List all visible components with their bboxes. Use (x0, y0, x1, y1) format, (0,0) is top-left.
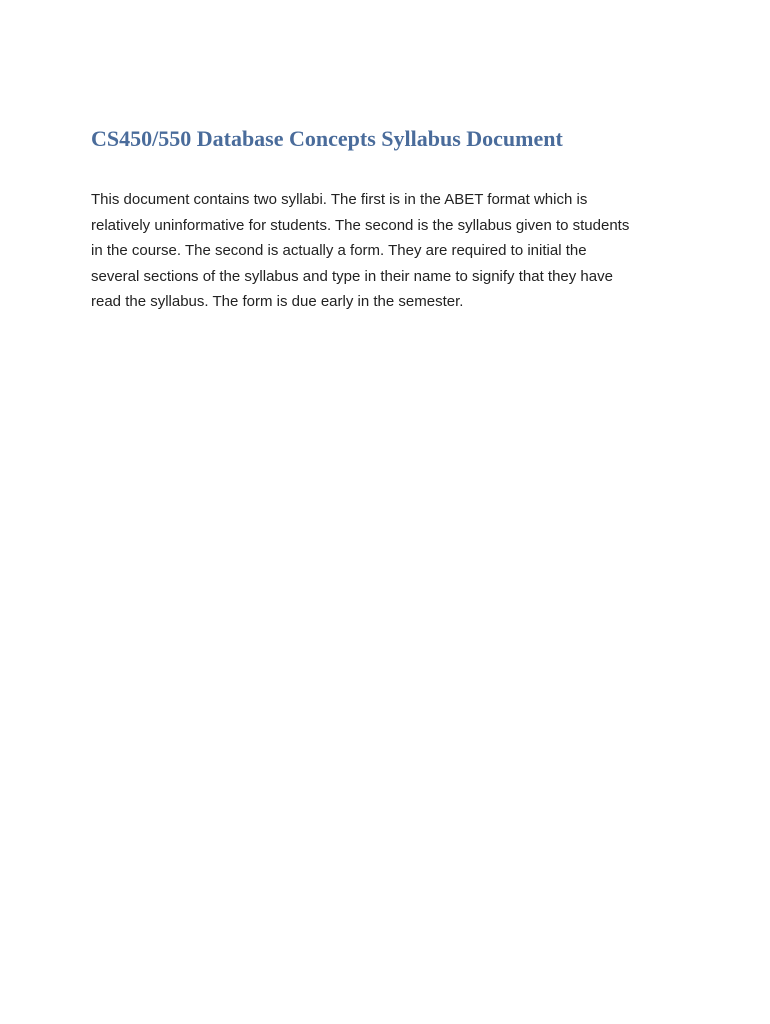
document-paragraph (91, 187, 691, 315)
paragraph-line: read the syllabus. The form is due early in the semester. (91, 293, 464, 310)
paragraph-line: several sections of the syllabus and type in their name to signify that they have (91, 267, 613, 285)
paragraph-line: This document contains two syllabi. The first is in the ABET format which is (91, 191, 588, 208)
paragraph-line: in the course. The second is actually a form. They are required to initial the (91, 242, 587, 259)
document-title: CS450/550 Database Concepts Syllabus Document (91, 126, 563, 151)
paragraph-line: relatively uninformative for students. The second is the syllabus given to students (91, 216, 630, 234)
